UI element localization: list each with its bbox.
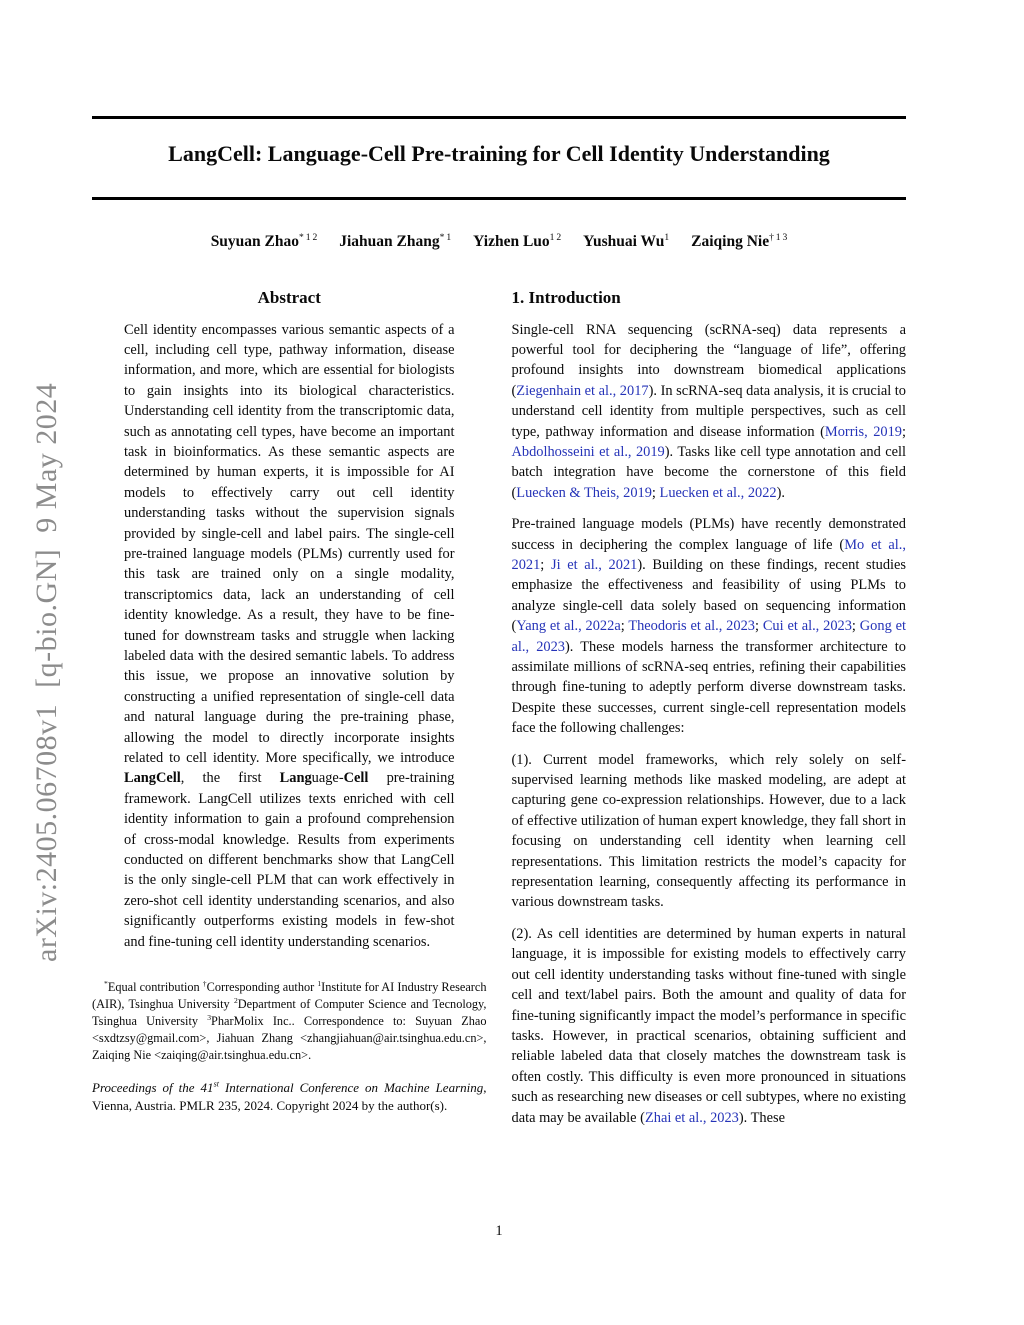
title-rule-bottom [92, 197, 906, 200]
citation-link[interactable]: Zhai et al., 2023 [644, 1109, 739, 1126]
citation-link[interactable]: Luecken & Theis, 2019 [516, 484, 652, 501]
author-name: Jiahuan Zhang$^{* 1}$ [339, 231, 452, 250]
title-rule-top [92, 116, 906, 119]
abstract-heading: Abstract [257, 287, 321, 307]
right-column [512, 288, 907, 1128]
citation-link[interactable]: Theodoris et al., 2023 [628, 618, 755, 635]
intro-paragraph: Single-cell RNA sequencing (scRNA-seq) data represents a powerful tool for deciphering the “language of life”, offering profound insights into downstream biomedical applications (Ziegenhain et al., 2017). In scRNA-seq data analysis, it is crucial to understand cell identity from multiple perspectives, such as cell type, pathway information and disease information (Morris, 2019; Abdolhosseini et al., 2019). Tasks like cell type annotation and cell batch integration have become the cornerstone of this field (Luecken & Theis, 2019; Luecken et al., 2022). [511, 321, 907, 501]
citation-link[interactable]: Ji et al., 2021 [550, 556, 638, 573]
citation-link[interactable]: Gong et al., 2023 [511, 618, 906, 655]
intro-paragraph: Pre-trained language models (PLMs) have recently demonstrated success in deciphering the complex language of life (Mo et al., 2021; Ji et al., 2021). Building on these findings, recent studies emphasize the effectiveness and feasibility of using PLMs to analyze single-cell data solely based on sequencing information (Yang et al., 2022a; Theodoris et al., 2023; Cui et al., 2023; Gong et al., 2023). These models harness the transformer architecture to assimilate millions of scRNA-seq entries, refining their capabilities through fine-tuning to adeptly perform diverse downstream tasks. Despite these successes, current single-cell representation models face the following challenges: [511, 516, 907, 737]
author-line [92, 233, 906, 251]
intro-paragraph: (2). As cell identities are determined by human experts in natural language, it is impossible for existing models to effectively carry out cell identity understanding tasks without fine-tuned with single cell and text/label pairs. Both the amount and quality of data for fine-tuning significantly impact the model’s performance in specific tasks. However, in practical scenarios, obtaining sufficient and reliable labeled data that closely matches the downstream task is often costly. This difficulty is even more pronounced in situations such as researching new diseases or cell subtypes, where no existing data may be available (Zhai et al., 2023). These [511, 925, 906, 1126]
intro-paragraph: (1). Current model frameworks, which rely solely on self-supervised learning methods like masked modeling, are adept at capturing gene co-expression relationships. However, due to a lack of effective utilization of human expert knowledge, they fall short in focusing on understanding cell identity when learning cell representations. This limitation restricts the model’s capacity for representation learning, consequently affecting its performance in various downstream tasks. [511, 751, 906, 911]
citation-link[interactable]: Mo et al., 2021 [511, 536, 907, 573]
citation-link[interactable]: Abdolhosseini et al., 2019 [511, 443, 665, 460]
paper-title: LangCell: Language-Cell Pre-training for Cell Identity Understanding [168, 141, 830, 166]
citation-link[interactable]: Luecken et al., 2022 [659, 484, 777, 501]
author-name: Yushuai Wu$^1$ [583, 231, 670, 250]
citation-link[interactable]: Yang et al., 2022a [516, 618, 621, 635]
author-name: Zaiqing Nie$^{\dagger 1 3}$ [691, 231, 788, 250]
citation-link[interactable]: Morris, 2019 [824, 423, 903, 440]
two-column-body [92, 288, 906, 1128]
paper-content [92, 0, 906, 1128]
arxiv-watermark: arXiv:2405.06708v1 [q-bio.GN] 9 May 2024 [30, 382, 63, 962]
author-name: Suyuan Zhao$^{* 1 2}$ [210, 231, 318, 250]
section-heading-introduction: 1. Introduction [511, 287, 621, 307]
abstract-text: Cell identity encompasses various semantic aspects of a cell, including cell type, pathway information, disease information, and more, which are essential for biologists to gain insights into its biological characteristics. Understanding cell identity from the transcriptomic data, such as annotating cell types, have become an important task in bioinformatics. As these semantic aspects are determined by human experts, it is impossible for AI models to effectively carry out cell identity understanding tasks without the supervision signals provided by single-cell and label pairs. The single-cell pre-trained language models (PLMs) currently used for this task are trained only on a single modality, transcriptomics data, lack an understanding of cell identity knowledge. As a result, they have to be fine-tuned for downstream tasks and struggle when lacking labeled data with the desired semantic labels. To address this issue, we propose an innovative solution by constructing a unified representation of single-cell data and natural language during the pre-training phase, allowing the model to directly incorporate insights related to cell identity. More specifically, we introduce LangCell, the first Language-Cell pre-training framework. LangCell utilizes texts enriched with cell identity information to gain a profound comprehension of cross-modal knowledge. Results from experiments conducted on different benchmarks show that LangCell is the only single-cell PLM that can work effectively in zero-shot cell identity understanding scenarios, and also significantly outperforms existing models in few-shot and fine-tuning cell identity understanding scenarios. [124, 321, 455, 950]
proceedings-note: Proceedings of the 41st International Conference on Machine Learning, Vienna, Austria. PMLR 235, 2024. Copyright 2024 by the author(s). [92, 1079, 487, 1114]
author-name: Yizhen Luo$^{1 2}$ [473, 231, 562, 250]
footnote-text: *Equal contribution †Corresponding author $^1$Institute for AI Industry Research (AIR), Tsinghua University $^2$Department of Computer Science and Tecnology, Tsinghua University $^3$PharMolix Inc.. Correspondence to: Suyuan Zhao <sxdtzsy@gmail.com>, Jiahuan Zhang <zhangjiahuan@air.tsinghua.edu.cn>, Zaiqing Nie <zaiqing@air.tsinghua.edu.cn>. [92, 979, 487, 1063]
citation-link[interactable]: Ziegenhain et al., 2017 [516, 382, 649, 399]
citation-link[interactable]: Cui et al., 2023 [762, 618, 852, 635]
left-column [92, 288, 487, 1116]
page-number: 1 [495, 1223, 503, 1239]
